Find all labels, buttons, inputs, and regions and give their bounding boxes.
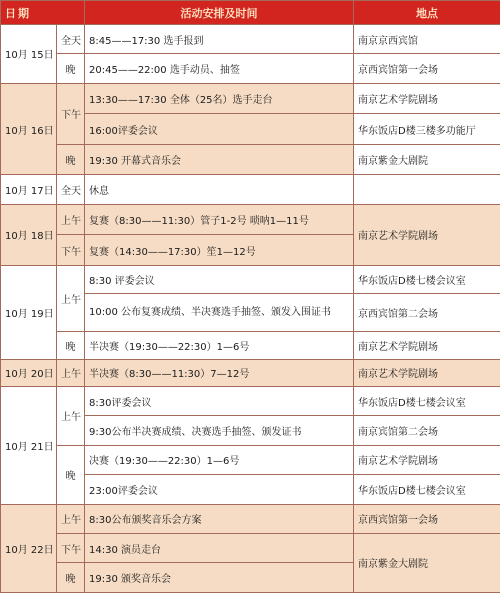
location-cell [354, 175, 500, 204]
activity-cell: 10:00 公布复赛成绩、半决赛选手抽签、颁发入围证书 [85, 294, 354, 332]
table-row [1, 359, 500, 386]
table-row [1, 386, 500, 415]
activity-cell: 8:30评委会议 [85, 386, 354, 415]
period-cell: 晚 [57, 54, 85, 83]
activity-cell: 半决赛（19:30——22:30）1—6号 [85, 332, 354, 359]
period-cell: 上午 [57, 204, 85, 235]
location-cell: 南京艺术学院剧场 [354, 445, 500, 474]
table-row [1, 175, 500, 204]
location-cell: 南京艺术学院剧场 [354, 83, 500, 114]
activity-cell: 9:30公布半决赛成绩、决赛选手抽签、颁发证书 [85, 416, 354, 445]
table-row [1, 533, 500, 562]
period-cell: 上午 [57, 359, 85, 386]
table-row [1, 144, 500, 175]
activity-cell: 19:30 开幕式音乐会 [85, 144, 354, 175]
table-row [1, 83, 500, 114]
date-cell: 10月 16日 [1, 83, 57, 175]
location-cell: 南京艺术学院剧场 [354, 204, 500, 265]
period-cell: 晚 [57, 144, 85, 175]
location-cell: 南京艺术学院剧场 [354, 332, 500, 359]
location-cell: 南京宾馆第二会场 [354, 416, 500, 445]
table-row [1, 25, 500, 54]
period-cell: 晚 [57, 332, 85, 359]
activity-cell: 半决赛（8:30——11:30）7—12号 [85, 359, 354, 386]
location-cell: 华东饭店D楼七楼会议室 [354, 265, 500, 293]
location-cell: 华东饭店D楼七楼会议室 [354, 475, 500, 504]
activity-cell: 8:45——17:30 选手报到 [85, 25, 354, 54]
table-row [1, 54, 500, 83]
header-date: 日期 [1, 1, 85, 25]
date-cell: 10月 21日 [1, 386, 57, 504]
period-cell: 上午 [57, 386, 85, 445]
date-cell: 10月 15日 [1, 25, 57, 84]
activity-cell: 20:45——22:00 选手动员、抽签 [85, 54, 354, 83]
period-cell: 全天 [57, 25, 85, 54]
header-location: 地点 [354, 1, 500, 25]
table-row [1, 265, 500, 293]
location-cell: 南京紫金大剧院 [354, 533, 500, 592]
period-cell: 下午 [57, 83, 85, 144]
activity-cell: 8:30公布颁奖音乐会方案 [85, 504, 354, 533]
activity-cell: 19:30 颁奖音乐会 [85, 563, 354, 593]
date-cell: 10月 22日 [1, 504, 57, 592]
header-activity: 活动安排及时间 [85, 1, 354, 25]
date-cell: 10月 20日 [1, 359, 57, 386]
period-cell: 全天 [57, 175, 85, 204]
table-row [1, 445, 500, 474]
activity-cell: 决赛（19:30——22:30）1—6号 [85, 445, 354, 474]
period-cell: 下午 [57, 533, 85, 562]
table-row [1, 504, 500, 533]
period-cell: 晚 [57, 563, 85, 593]
activity-cell: 8:30 评委会议 [85, 265, 354, 293]
location-cell: 南京紫金大剧院 [354, 144, 500, 175]
date-cell: 10月 17日 [1, 175, 57, 204]
location-cell: 南京京西宾馆 [354, 25, 500, 54]
period-cell: 下午 [57, 235, 85, 266]
activity-cell: 16:00评委会议 [85, 114, 354, 145]
activity-cell: 复赛（8:30——11:30）管子1-2号 唢呐1—11号 [85, 204, 354, 235]
period-cell: 上午 [57, 265, 85, 332]
period-cell: 晚 [57, 445, 85, 504]
activity-cell: 14:30 演员走台 [85, 533, 354, 562]
activity-cell: 23:00评委会议 [85, 475, 354, 504]
location-cell: 京西宾馆第一会场 [354, 54, 500, 83]
table-row [1, 332, 500, 359]
date-cell: 10月 18日 [1, 204, 57, 265]
activity-cell: 复赛（14:30——17:30）笙1—12号 [85, 235, 354, 266]
location-cell: 南京艺术学院剧场 [354, 359, 500, 386]
table-row [1, 204, 500, 235]
location-cell: 京西宾馆第二会场 [354, 294, 500, 332]
location-cell: 华东饭店D楼七楼会议室 [354, 386, 500, 415]
period-cell: 上午 [57, 504, 85, 533]
activity-cell: 13:30——17:30 全体（25名）选手走台 [85, 83, 354, 114]
activity-cell: 休息 [85, 175, 354, 204]
date-cell: 10月 19日 [1, 265, 57, 359]
location-cell: 京西宾馆第一会场 [354, 504, 500, 533]
location-cell: 华东饭店D楼三楼多功能厅 [354, 114, 500, 145]
